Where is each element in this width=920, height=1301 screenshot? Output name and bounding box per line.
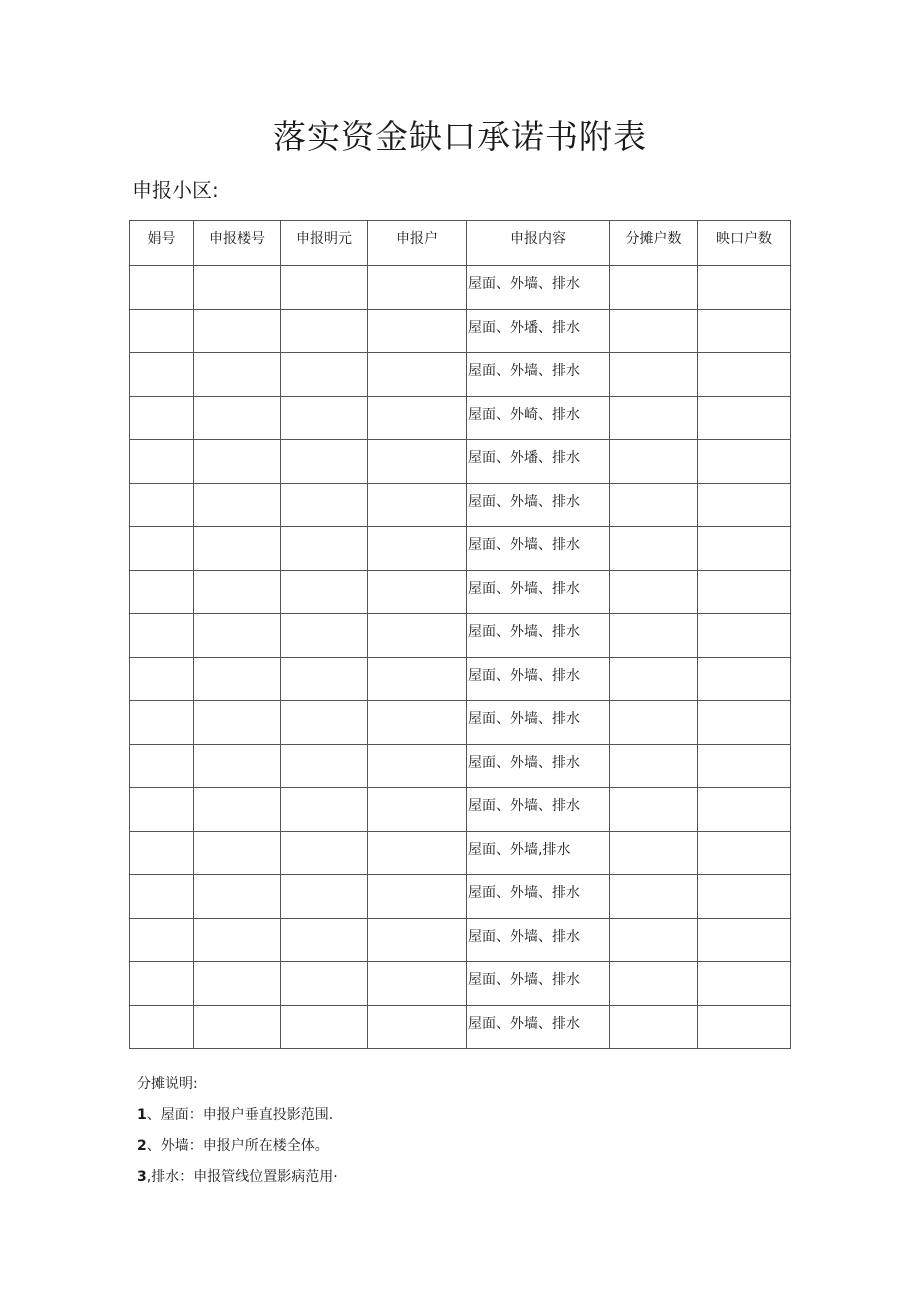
header-cell-building: 申报楼号	[194, 221, 281, 266]
empty-cell	[610, 266, 698, 310]
empty-cell	[368, 483, 467, 527]
empty-cell	[281, 266, 368, 310]
content-cell: 屋面、外崎、排水	[467, 396, 610, 440]
table-row	[130, 657, 791, 701]
empty-cell	[368, 309, 467, 353]
table-row	[130, 570, 791, 614]
table-row	[130, 701, 791, 745]
empty-cell	[281, 831, 368, 875]
content-cell: 屋面、外墙,排水	[467, 831, 610, 875]
empty-cell	[698, 309, 791, 353]
empty-cell	[194, 570, 281, 614]
empty-cell	[610, 614, 698, 658]
empty-cell	[698, 527, 791, 571]
empty-cell	[698, 396, 791, 440]
empty-cell	[281, 701, 368, 745]
empty-cell	[368, 353, 467, 397]
empty-cell	[194, 614, 281, 658]
empty-cell	[610, 831, 698, 875]
empty-cell	[698, 657, 791, 701]
note-number: 3	[137, 1169, 147, 1185]
empty-cell	[281, 962, 368, 1006]
content-cell: 屋面、外墙、排水	[467, 657, 610, 701]
content-cell: 屋面、外墙、排水	[467, 614, 610, 658]
note-text: 、屋面：申报户垂直投影范围.	[146, 1107, 334, 1123]
table-row	[130, 527, 791, 571]
content-cell: 屋面、外墙、排水	[467, 875, 610, 919]
empty-cell	[368, 744, 467, 788]
content-cell: 屋面、外墙、排水	[467, 266, 610, 310]
table-row	[130, 831, 791, 875]
empty-cell	[368, 788, 467, 832]
empty-cell	[281, 483, 368, 527]
allocation-notes	[137, 1072, 338, 1196]
empty-cell	[130, 962, 194, 1006]
empty-cell	[698, 831, 791, 875]
empty-cell	[130, 527, 194, 571]
empty-cell	[281, 353, 368, 397]
empty-cell	[281, 918, 368, 962]
note-item-roof	[137, 1103, 338, 1134]
empty-cell	[281, 440, 368, 484]
empty-cell	[610, 527, 698, 571]
table-header-row	[130, 221, 791, 266]
empty-cell	[698, 918, 791, 962]
content-cell: 屋面、外墙、排水	[467, 483, 610, 527]
table-row	[130, 614, 791, 658]
empty-cell	[130, 309, 194, 353]
empty-cell	[194, 309, 281, 353]
empty-cell	[698, 483, 791, 527]
empty-cell	[194, 788, 281, 832]
empty-cell	[194, 831, 281, 875]
table-row	[130, 396, 791, 440]
table-row	[130, 440, 791, 484]
community-label: 申报小区:	[132, 178, 219, 202]
empty-cell	[281, 570, 368, 614]
table-row	[130, 962, 791, 1006]
empty-cell	[281, 875, 368, 919]
header-cell-household: 申报户	[368, 221, 467, 266]
empty-cell	[698, 440, 791, 484]
document-title: 落实资金缺口承诺书附表	[273, 117, 647, 156]
empty-cell	[610, 788, 698, 832]
empty-cell	[130, 831, 194, 875]
empty-cell	[194, 483, 281, 527]
empty-cell	[610, 962, 698, 1006]
empty-cell	[130, 440, 194, 484]
empty-cell	[610, 918, 698, 962]
table-row	[130, 353, 791, 397]
note-text: ,排水：申报管线位置影病范用·	[146, 1169, 338, 1185]
empty-cell	[194, 266, 281, 310]
empty-cell	[368, 875, 467, 919]
empty-cell	[130, 353, 194, 397]
empty-cell	[130, 744, 194, 788]
content-cell: 屋面、外墙、排水	[467, 353, 610, 397]
empty-cell	[281, 527, 368, 571]
empty-cell	[610, 1005, 698, 1049]
empty-cell	[130, 701, 194, 745]
table-row	[130, 309, 791, 353]
empty-cell	[368, 831, 467, 875]
empty-cell	[368, 266, 467, 310]
empty-cell	[130, 1005, 194, 1049]
note-item-drainage	[137, 1165, 338, 1196]
notes-heading: 分摊说明:	[137, 1076, 198, 1092]
header-cell-unit: 申报明元	[281, 221, 368, 266]
content-cell: 屋面、外墙、排水	[467, 701, 610, 745]
content-cell: 屋面、外墦、排水	[467, 309, 610, 353]
empty-cell	[698, 614, 791, 658]
empty-cell	[368, 1005, 467, 1049]
header-cell-gap-count: 映口户数	[698, 221, 791, 266]
empty-cell	[698, 570, 791, 614]
empty-cell	[368, 614, 467, 658]
empty-cell	[281, 1005, 368, 1049]
empty-cell	[610, 701, 698, 745]
empty-cell	[610, 744, 698, 788]
empty-cell	[698, 266, 791, 310]
empty-cell	[194, 875, 281, 919]
empty-cell	[698, 962, 791, 1006]
empty-cell	[368, 527, 467, 571]
empty-cell	[368, 570, 467, 614]
empty-cell	[130, 483, 194, 527]
content-cell: 屋面、外墙、排水	[467, 1005, 610, 1049]
empty-cell	[368, 396, 467, 440]
empty-cell	[194, 918, 281, 962]
table-row	[130, 266, 791, 310]
note-item-wall	[137, 1134, 338, 1165]
empty-cell	[698, 875, 791, 919]
empty-cell	[698, 701, 791, 745]
empty-cell	[610, 309, 698, 353]
empty-cell	[281, 788, 368, 832]
empty-cell	[130, 875, 194, 919]
empty-cell	[194, 1005, 281, 1049]
empty-cell	[610, 353, 698, 397]
empty-cell	[610, 440, 698, 484]
empty-cell	[610, 570, 698, 614]
header-cell-content: 申报内容	[467, 221, 610, 266]
empty-cell	[194, 657, 281, 701]
table-row	[130, 744, 791, 788]
table-row	[130, 875, 791, 919]
table-row	[130, 788, 791, 832]
empty-cell	[610, 483, 698, 527]
empty-cell	[130, 788, 194, 832]
empty-cell	[368, 701, 467, 745]
empty-cell	[698, 353, 791, 397]
empty-cell	[130, 614, 194, 658]
empty-cell	[194, 701, 281, 745]
empty-cell	[194, 440, 281, 484]
content-cell: 屋面、外墙、排水	[467, 962, 610, 1006]
empty-cell	[281, 396, 368, 440]
note-text: 、外墙：申报户所在楼全体。	[146, 1138, 329, 1154]
table-body	[130, 266, 791, 1049]
empty-cell	[610, 396, 698, 440]
empty-cell	[368, 962, 467, 1006]
empty-cell	[698, 788, 791, 832]
header-cell-serial: 娟号	[130, 221, 194, 266]
empty-cell	[130, 918, 194, 962]
empty-cell	[130, 396, 194, 440]
empty-cell	[281, 614, 368, 658]
empty-cell	[281, 309, 368, 353]
empty-cell	[281, 744, 368, 788]
empty-cell	[368, 440, 467, 484]
empty-cell	[194, 396, 281, 440]
note-number: 1	[137, 1107, 147, 1123]
header-cell-shared-count: 分摊户数	[610, 221, 698, 266]
content-cell: 屋面、外墙、排水	[467, 788, 610, 832]
content-cell: 屋面、外墦、排水	[467, 440, 610, 484]
empty-cell	[610, 657, 698, 701]
empty-cell	[368, 657, 467, 701]
empty-cell	[194, 962, 281, 1006]
note-number: 2	[137, 1138, 147, 1154]
content-cell: 屋面、外墙、排水	[467, 527, 610, 571]
empty-cell	[194, 744, 281, 788]
empty-cell	[610, 875, 698, 919]
empty-cell	[698, 744, 791, 788]
empty-cell	[194, 353, 281, 397]
empty-cell	[281, 657, 368, 701]
empty-cell	[368, 918, 467, 962]
empty-cell	[698, 1005, 791, 1049]
empty-cell	[130, 657, 194, 701]
commitment-table	[129, 220, 791, 1049]
empty-cell	[130, 266, 194, 310]
empty-cell	[130, 570, 194, 614]
table-row	[130, 483, 791, 527]
content-cell: 屋面、外墙、排水	[467, 570, 610, 614]
empty-cell	[194, 527, 281, 571]
content-cell: 屋面、外墙、排水	[467, 744, 610, 788]
content-cell: 屋面、外墙、排水	[467, 918, 610, 962]
table-row	[130, 1005, 791, 1049]
table-row	[130, 918, 791, 962]
